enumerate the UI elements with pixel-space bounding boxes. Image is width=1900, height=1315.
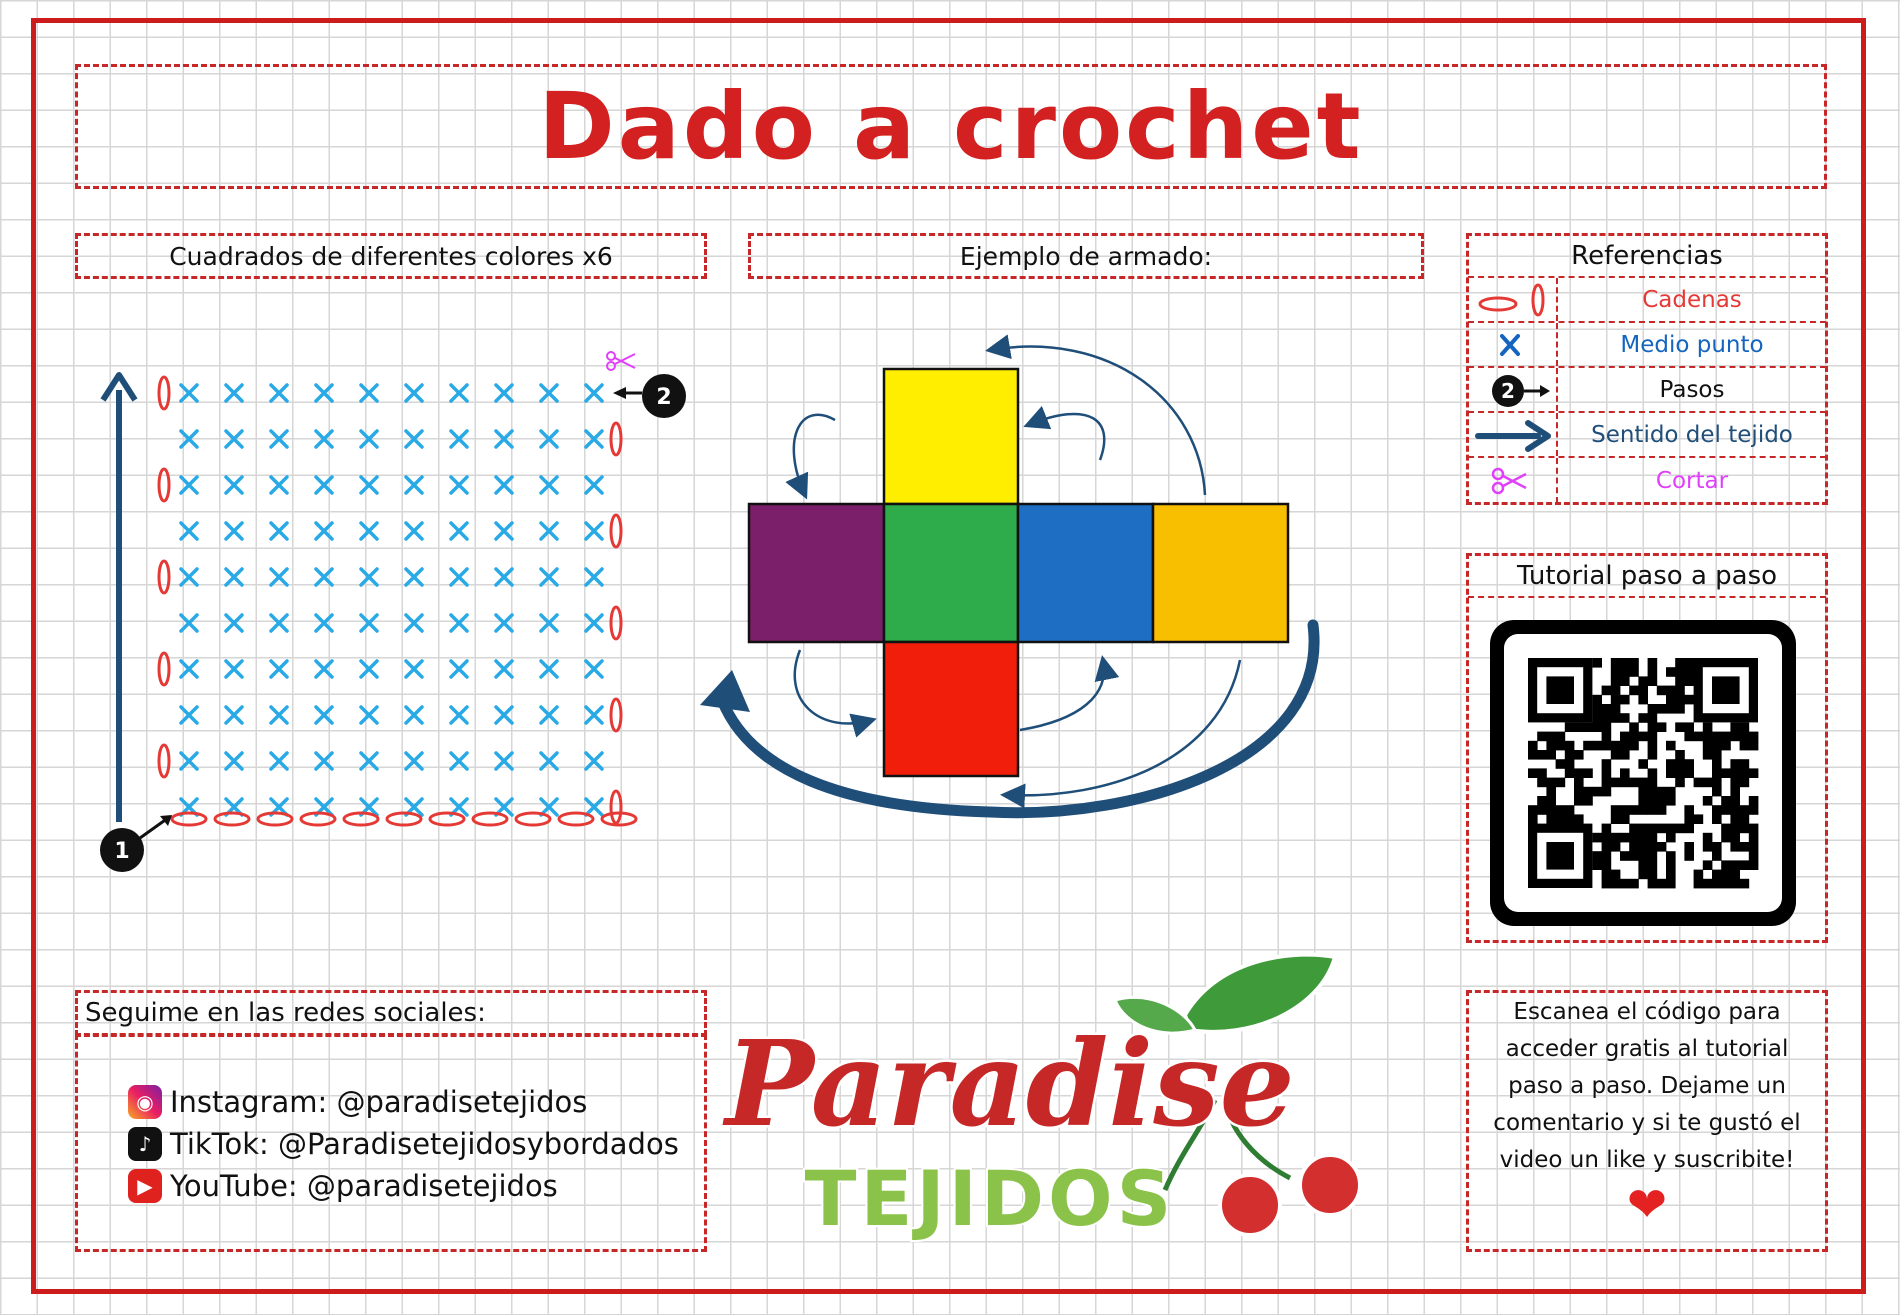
cube-face-left bbox=[749, 504, 884, 642]
single-crochet-stitch bbox=[406, 431, 422, 447]
single-crochet-stitch bbox=[541, 753, 557, 769]
single-crochet-stitch bbox=[541, 661, 557, 677]
single-crochet-stitch bbox=[406, 523, 422, 539]
single-crochet-stitch bbox=[226, 477, 242, 493]
single-crochet-stitch bbox=[226, 707, 242, 723]
cube-face-right bbox=[1018, 504, 1153, 642]
single-crochet-stitch bbox=[496, 615, 512, 631]
single-crochet-stitch bbox=[181, 615, 197, 631]
single-crochet-stitch bbox=[181, 477, 197, 493]
single-crochet-stitch bbox=[451, 753, 467, 769]
social-tiktok-text: TikTok: @Paradisetejidosybordados bbox=[170, 1127, 679, 1161]
foundation-chain bbox=[430, 813, 464, 825]
single-crochet-stitch bbox=[181, 569, 197, 585]
turning-chain bbox=[159, 745, 169, 777]
logo-word-tejidos: TEJIDOS bbox=[804, 1154, 1176, 1243]
single-crochet-stitch bbox=[586, 431, 602, 447]
reference-label-chains: Cadenas bbox=[1642, 286, 1742, 313]
tutorial-header: Tutorial paso a paso bbox=[1468, 555, 1826, 598]
single-crochet-stitch bbox=[181, 753, 197, 769]
single-crochet-stitch bbox=[361, 385, 377, 401]
single-crochet-stitch bbox=[316, 523, 332, 539]
single-crochet-stitch bbox=[361, 615, 377, 631]
social-instagram-text: Instagram: @paradisetejidos bbox=[170, 1085, 588, 1119]
single-crochet-stitch bbox=[406, 707, 422, 723]
single-crochet-stitch bbox=[271, 615, 287, 631]
single-crochet-stitch bbox=[451, 385, 467, 401]
svg-text:2: 2 bbox=[1501, 379, 1515, 403]
foundation-chain bbox=[516, 813, 550, 825]
social-header: Seguime en las redes sociales: bbox=[85, 998, 486, 1028]
turning-chain bbox=[611, 607, 621, 639]
instagram-icon: ◉ bbox=[128, 1085, 162, 1119]
single-crochet-stitch bbox=[541, 523, 557, 539]
turning-chain bbox=[611, 423, 621, 455]
single-crochet-stitch bbox=[226, 569, 242, 585]
single-crochet-stitch bbox=[406, 753, 422, 769]
single-crochet-stitch bbox=[586, 569, 602, 585]
single-crochet-stitch bbox=[406, 477, 422, 493]
single-crochet-stitch bbox=[586, 799, 602, 815]
foundation-chain bbox=[172, 813, 206, 825]
references-header: Referencias bbox=[1468, 235, 1826, 278]
single-crochet-stitch bbox=[316, 569, 332, 585]
svg-text:1: 1 bbox=[114, 839, 130, 864]
turning-chain bbox=[611, 699, 621, 731]
single-crochet-stitch bbox=[271, 431, 287, 447]
single-crochet-stitch bbox=[451, 615, 467, 631]
single-crochet-stitch bbox=[316, 661, 332, 677]
reference-label-cut: Cortar bbox=[1655, 467, 1729, 494]
single-crochet-stitch bbox=[271, 707, 287, 723]
single-crochet-stitch bbox=[361, 431, 377, 447]
single-crochet-stitch bbox=[586, 385, 602, 401]
single-crochet-stitch bbox=[451, 431, 467, 447]
single-crochet-stitch bbox=[316, 431, 332, 447]
foundation-chain bbox=[559, 813, 593, 825]
single-crochet-stitch bbox=[271, 569, 287, 585]
turning-chain bbox=[611, 791, 621, 823]
single-crochet-stitch bbox=[181, 707, 197, 723]
single-crochet-stitch bbox=[361, 661, 377, 677]
reference-label-single-crochet: Medio punto bbox=[1620, 331, 1764, 358]
svg-text:2: 2 bbox=[656, 385, 672, 410]
single-crochet-stitch bbox=[541, 431, 557, 447]
single-crochet-stitch bbox=[316, 477, 332, 493]
step-1-marker bbox=[100, 815, 172, 872]
single-crochet-stitch bbox=[316, 707, 332, 723]
single-crochet-stitch bbox=[271, 477, 287, 493]
single-crochet-stitch bbox=[586, 661, 602, 677]
single-crochet-stitch bbox=[271, 661, 287, 677]
heart-icon: ❤ bbox=[1626, 1177, 1668, 1233]
tiktok-icon: ♪ bbox=[128, 1127, 162, 1161]
scissors-marker bbox=[607, 352, 635, 370]
single-crochet-stitch bbox=[496, 431, 512, 447]
foundation-chain bbox=[473, 813, 507, 825]
single-crochet-stitch bbox=[586, 753, 602, 769]
single-crochet-stitch bbox=[181, 431, 197, 447]
page-title: Dado a crochet bbox=[538, 73, 1364, 180]
single-crochet-stitch bbox=[316, 753, 332, 769]
single-crochet-stitch bbox=[541, 615, 557, 631]
single-crochet-stitch bbox=[496, 385, 512, 401]
assembly-header: Ejemplo de armado: bbox=[959, 241, 1213, 271]
single-crochet-stitch bbox=[226, 431, 242, 447]
cube-face-far-right bbox=[1153, 504, 1288, 642]
cube-net bbox=[749, 369, 1288, 776]
social-youtube-text: YouTube: @paradisetejidos bbox=[170, 1169, 558, 1203]
squares-header: Cuadrados de diferentes colores x6 bbox=[169, 241, 613, 271]
single-crochet-stitch bbox=[181, 661, 197, 677]
turning-chain bbox=[611, 515, 621, 547]
single-crochet-stitch bbox=[586, 523, 602, 539]
cherry-right bbox=[1300, 1155, 1360, 1215]
single-crochet-stitch bbox=[541, 799, 557, 815]
single-crochet-stitch bbox=[541, 707, 557, 723]
single-crochet-stitch bbox=[451, 569, 467, 585]
single-crochet-stitch bbox=[226, 753, 242, 769]
turning-chain bbox=[159, 561, 169, 593]
single-crochet-stitch bbox=[496, 661, 512, 677]
single-crochet-stitch bbox=[451, 661, 467, 677]
cube-face-top bbox=[884, 369, 1018, 504]
single-crochet-stitch bbox=[451, 477, 467, 493]
logo-word-paradise: Paradise bbox=[725, 1014, 1295, 1153]
single-crochet-stitch bbox=[406, 385, 422, 401]
single-crochet-stitch bbox=[496, 477, 512, 493]
stitch-chart bbox=[159, 377, 636, 825]
foundation-chain bbox=[258, 813, 292, 825]
turning-chain bbox=[159, 469, 169, 501]
single-crochet-stitch bbox=[361, 569, 377, 585]
single-crochet-stitch bbox=[226, 615, 242, 631]
turning-chain bbox=[159, 377, 169, 409]
single-crochet-stitch bbox=[271, 523, 287, 539]
single-crochet-stitch bbox=[226, 385, 242, 401]
single-crochet-stitch bbox=[181, 523, 197, 539]
single-crochet-stitch bbox=[541, 385, 557, 401]
single-crochet-stitch bbox=[361, 753, 377, 769]
single-crochet-stitch bbox=[406, 661, 422, 677]
single-crochet-stitch bbox=[496, 569, 512, 585]
direction-arrow bbox=[103, 375, 135, 822]
single-crochet-stitch bbox=[181, 385, 197, 401]
single-crochet-stitch bbox=[361, 477, 377, 493]
single-crochet-stitch bbox=[316, 385, 332, 401]
single-crochet-stitch bbox=[451, 523, 467, 539]
single-crochet-stitch bbox=[361, 707, 377, 723]
foundation-chain bbox=[215, 813, 249, 825]
single-crochet-stitch bbox=[316, 615, 332, 631]
single-crochet-stitch bbox=[586, 707, 602, 723]
step-2-marker bbox=[613, 374, 686, 418]
single-crochet-stitch bbox=[541, 569, 557, 585]
single-crochet-stitch bbox=[496, 707, 512, 723]
cube-face-center bbox=[884, 504, 1018, 642]
single-crochet-stitch bbox=[226, 523, 242, 539]
single-crochet-stitch bbox=[496, 753, 512, 769]
single-crochet-stitch bbox=[271, 753, 287, 769]
single-crochet-stitch bbox=[496, 523, 512, 539]
cube-face-bottom bbox=[884, 642, 1018, 776]
youtube-icon: ▶ bbox=[128, 1169, 162, 1203]
single-crochet-stitch bbox=[406, 615, 422, 631]
single-crochet-stitch bbox=[271, 385, 287, 401]
single-crochet-stitch bbox=[541, 477, 557, 493]
single-crochet-stitch bbox=[361, 523, 377, 539]
reference-label-steps: Pasos bbox=[1659, 376, 1725, 403]
turning-chain bbox=[159, 653, 169, 685]
single-crochet-stitch bbox=[586, 477, 602, 493]
tutorial-note-text: Escanea el código para acceder gratis al tutorial paso a paso. Dejame un comentario y si te gustó el video un like y suscribite! bbox=[1493, 999, 1801, 1173]
single-crochet-stitch bbox=[451, 707, 467, 723]
single-crochet-stitch bbox=[226, 661, 242, 677]
reference-label-direction: Sentido del tejido bbox=[1591, 421, 1793, 448]
single-crochet-stitch bbox=[406, 569, 422, 585]
cherry-left bbox=[1220, 1175, 1280, 1235]
foundation-chain bbox=[387, 813, 421, 825]
single-crochet-stitch bbox=[586, 615, 602, 631]
paradise-logo bbox=[722, 955, 1360, 1243]
